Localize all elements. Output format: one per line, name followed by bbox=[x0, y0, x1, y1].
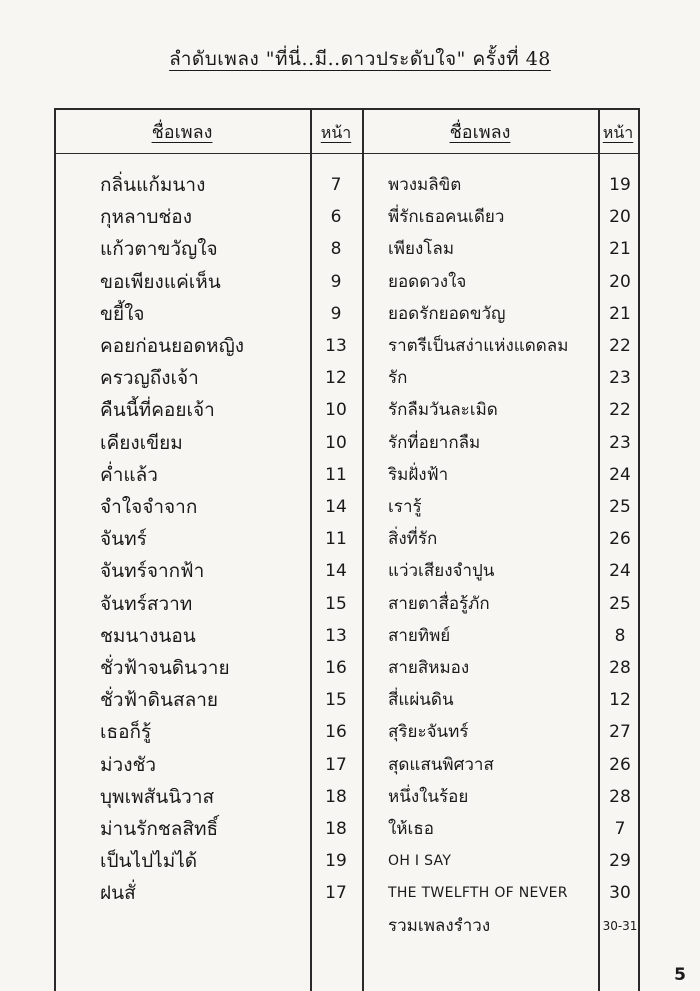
right-page-number: 19 bbox=[609, 175, 631, 195]
right-page-number: 26 bbox=[609, 529, 631, 550]
left-page-number: 11 bbox=[325, 529, 347, 550]
left-song-title: ขยี้ใจ bbox=[100, 302, 145, 325]
left-song-title: แก้วตาขวัญใจ bbox=[100, 238, 218, 261]
table-row bbox=[0, 844, 700, 878]
right-song-title: รวมเพลงรำวง bbox=[388, 915, 491, 936]
table-top-border bbox=[54, 108, 638, 110]
left-page-number: 12 bbox=[325, 368, 347, 389]
left-page-number: 6 bbox=[330, 207, 342, 228]
table-row bbox=[0, 522, 700, 556]
right-song-title: สายทิพย์ bbox=[388, 625, 451, 646]
right-page-number: 12 bbox=[609, 690, 631, 711]
right-song-title: สุดแสนพิศวาส bbox=[388, 754, 494, 775]
left-page-number: 15 bbox=[325, 593, 347, 614]
left-page-number: 18 bbox=[325, 819, 347, 839]
table-header-divider bbox=[54, 153, 638, 154]
right-page-number: 20 bbox=[609, 207, 631, 228]
right-song-title: พวงมลิขิต bbox=[388, 175, 462, 195]
left-song-title: ม่านรักชลสิทธิ์ bbox=[100, 818, 219, 840]
right-song-title: สี่แผ่นดิน bbox=[388, 690, 454, 711]
left-page-number: 17 bbox=[325, 883, 347, 904]
left-page-number: 10 bbox=[325, 432, 347, 453]
right-song-title: ราตรีเป็นสง่าแห่งแดดลม bbox=[388, 336, 569, 356]
right-page-number: 20 bbox=[609, 271, 631, 292]
right-song-title: รักลืมวันละเมิด bbox=[388, 400, 498, 421]
right-song-title: พี่รักเธอคนเดียว bbox=[388, 207, 505, 228]
right-page-number: 24 bbox=[609, 464, 631, 485]
right-page-number: 8 bbox=[614, 625, 626, 646]
right-page-number: 25 bbox=[609, 593, 631, 614]
left-song-title: ฝนสั่ bbox=[100, 882, 136, 905]
left-song-title: บุพเพสันนิวาส bbox=[100, 785, 215, 808]
left-song-title: ชั่วฟ้าดินสลาย bbox=[100, 689, 219, 712]
left-song-title: จันทร์จากฟ้า bbox=[100, 560, 205, 583]
left-page-number: 15 bbox=[325, 690, 347, 711]
left-song-title: ครวญถึงเจ้า bbox=[100, 367, 199, 390]
table-row bbox=[0, 232, 700, 266]
right-song-title: สุริยะจันทร์ bbox=[388, 722, 469, 743]
table-row bbox=[0, 426, 700, 460]
left-page-number: 16 bbox=[325, 658, 347, 678]
right-song-title: ยอดดวงใจ bbox=[388, 271, 467, 292]
right-page-number: 22 bbox=[609, 336, 631, 356]
right-song-title: OH I SAY bbox=[388, 853, 452, 870]
left-page-number: 19 bbox=[325, 851, 347, 872]
left-page-number: 17 bbox=[325, 754, 347, 775]
page-title: ลำดับเพลง "ที่นี่..มี..ดาวประดับใจ" ครั้งที่ 48 bbox=[169, 48, 551, 70]
header-page-right: หน้า bbox=[602, 123, 634, 142]
table-row bbox=[0, 748, 700, 782]
left-page-number: 14 bbox=[325, 497, 347, 517]
table-row bbox=[0, 651, 700, 685]
right-song-title: เรารู้ bbox=[388, 497, 422, 517]
table-row bbox=[0, 909, 700, 943]
left-song-title: เป็นไปไม่ได้ bbox=[100, 850, 198, 873]
right-page-number: 27 bbox=[609, 722, 631, 743]
right-song-title: สายตาสื่อรู้ภัก bbox=[388, 593, 490, 614]
page-number: 5 bbox=[674, 965, 686, 985]
table-row bbox=[0, 361, 700, 395]
left-song-title: ชมนางนอน bbox=[100, 624, 196, 647]
left-page-number: 16 bbox=[325, 722, 347, 743]
table-row bbox=[0, 297, 700, 331]
left-page-number: 7 bbox=[330, 175, 342, 195]
table-row bbox=[0, 619, 700, 653]
table-row bbox=[0, 812, 700, 846]
right-page-number: 21 bbox=[609, 239, 631, 260]
right-song-title: รัก bbox=[388, 368, 408, 389]
left-song-title: คอยก่อนยอดหญิง bbox=[100, 335, 245, 357]
left-page-number: 9 bbox=[330, 303, 342, 324]
table-row bbox=[0, 780, 700, 814]
right-song-title: แว่วเสียงจำปูน bbox=[388, 561, 495, 582]
left-song-title: กลิ่นแก้มนาง bbox=[100, 174, 206, 196]
right-song-title: ยอดรักยอดขวัญ bbox=[388, 303, 506, 324]
table-row bbox=[0, 683, 700, 717]
left-song-title: ม่วงชัว bbox=[100, 753, 157, 776]
right-song-title: THE TWELFTH OF NEVER bbox=[388, 885, 568, 902]
left-page-number: 9 bbox=[330, 271, 342, 292]
right-page-number: 21 bbox=[609, 303, 631, 324]
left-song-title: จันทร์ bbox=[100, 528, 147, 551]
left-song-title: ขอเพียงแค่เห็น bbox=[100, 270, 221, 293]
table-row bbox=[0, 715, 700, 749]
right-page-number: 28 bbox=[609, 658, 631, 678]
right-song-title: สิ่งที่รัก bbox=[388, 529, 438, 550]
left-page-number: 14 bbox=[325, 561, 347, 582]
right-song-title: เพียงโลม bbox=[388, 239, 455, 260]
table-row bbox=[0, 265, 700, 299]
left-song-title: เธอก็รู้ bbox=[100, 721, 152, 744]
table-row bbox=[0, 554, 700, 588]
left-song-title: คืนนี้ที่คอยเจ้า bbox=[100, 399, 215, 422]
right-page-number: 30-31 bbox=[602, 918, 638, 933]
table-row bbox=[0, 200, 700, 234]
left-page-number: 8 bbox=[330, 239, 342, 260]
table-row bbox=[0, 876, 700, 910]
right-page-number: 25 bbox=[609, 497, 631, 517]
right-page-number: 23 bbox=[609, 368, 631, 389]
table-row bbox=[0, 458, 700, 492]
header-song-right: ชื่อเพลง bbox=[449, 122, 511, 143]
left-page-number: 10 bbox=[325, 400, 347, 421]
right-song-title: หนึ่งในร้อย bbox=[388, 786, 469, 807]
left-page-number: 13 bbox=[325, 336, 347, 356]
left-song-title: เคียงเขียม bbox=[100, 431, 183, 454]
table-row bbox=[0, 168, 700, 202]
right-song-title: ริมฝั่งฟ้า bbox=[388, 464, 449, 485]
right-song-title: รักที่อยากลืม bbox=[388, 432, 481, 453]
table-row bbox=[0, 587, 700, 621]
right-page-number: 29 bbox=[609, 851, 631, 872]
left-page-number: 18 bbox=[325, 786, 347, 807]
header-song-left: ชื่อเพลง bbox=[151, 122, 213, 143]
table-row bbox=[0, 329, 700, 363]
header-page-left: หน้า bbox=[320, 123, 352, 142]
left-page-number: 11 bbox=[325, 464, 347, 485]
table-row bbox=[0, 393, 700, 427]
left-song-title: ชั่วฟ้าจนดินวาย bbox=[100, 657, 230, 679]
left-song-title: จันทร์สวาท bbox=[100, 592, 193, 615]
right-page-number: 24 bbox=[609, 561, 631, 582]
right-page-number: 28 bbox=[609, 786, 631, 807]
right-page-number: 30 bbox=[609, 883, 631, 904]
right-song-title: ให้เธอ bbox=[388, 819, 434, 839]
left-page-number: 13 bbox=[325, 625, 347, 646]
left-song-title: จำใจจำจาก bbox=[100, 496, 198, 518]
left-song-title: กุหลาบช่อง bbox=[100, 206, 192, 229]
right-page-number: 26 bbox=[609, 754, 631, 775]
right-page-number: 7 bbox=[614, 819, 626, 839]
table-row bbox=[0, 490, 700, 524]
left-song-title: ค่ำแล้ว bbox=[100, 463, 158, 486]
right-page-number: 23 bbox=[609, 432, 631, 453]
right-song-title: สายสิหมอง bbox=[388, 658, 470, 678]
right-page-number: 22 bbox=[609, 400, 631, 421]
